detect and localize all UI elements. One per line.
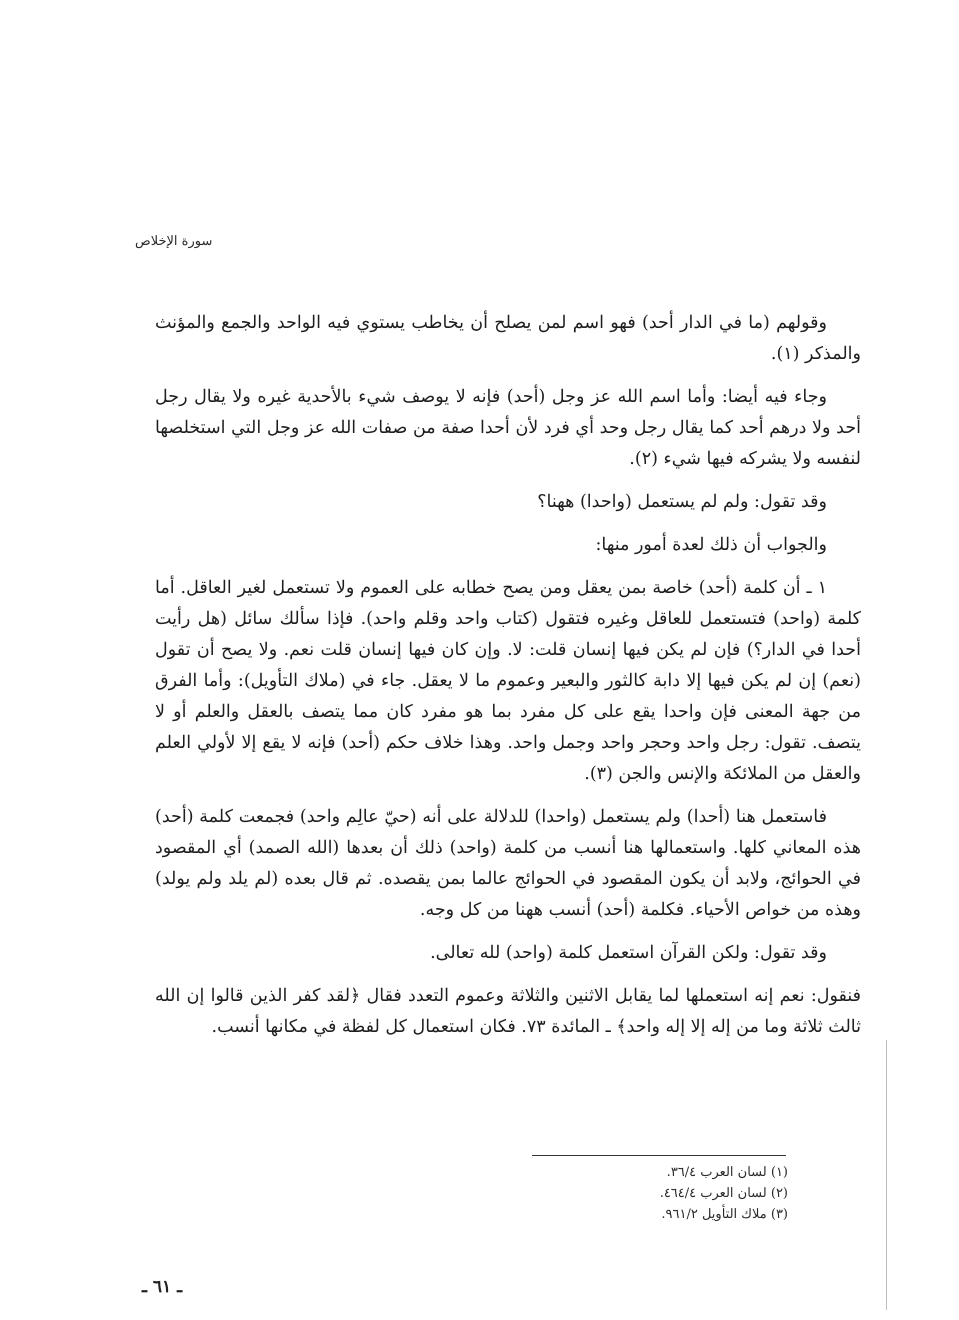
scan-margin-line <box>886 1040 887 1310</box>
footnote-3: (٣) ملاك التأويل ٩٦١/٢. <box>661 1207 788 1222</box>
page-number: ـ ٦١ ـ <box>142 1277 183 1297</box>
footnote-divider <box>532 1155 786 1156</box>
paragraph-1: وقولهم (ما في الدار أحد) فهو اسم لمن يصلح أن يخاطب يستوي فيه الواحد والجمع والمؤنث والمذكر (١). <box>155 313 861 364</box>
body-text <box>155 308 861 1055</box>
paragraph-4: والجواب أن ذلك لعدة أمور منها: <box>595 535 827 555</box>
paragraph-6: فاستعمل هنا (أحدا) ولم يستعمل (واحدا) للدلالة على أنه (حيّ عالِم واحد) فجمعت كلمة (أحد) هذه المعاني كلها. واستعمالها هنا أنسب من كلمة (واحد) ذلك أن بعدها (الله الصمد) أي المقصود في الحوائج، ولابد أن يكون المقصود في الحوائج عالما بمن يقصده. ثم قال بعده (لم يلد ولم يولد) وهذه من خواص الأحياء. فكلمة (أحد) أنسب ههنا من كل وجه. <box>155 807 861 920</box>
paragraph-3: وقد تقول: ولم لم يستعمل (واحدا) ههنا؟ <box>537 492 827 512</box>
paragraph-7: وقد تقول: ولكن القرآن استعمل كلمة (واحد) لله تعالى. <box>430 943 827 963</box>
footnote-2: (٢) لسان العرب ٤٦٤/٤. <box>659 1186 788 1201</box>
paragraph-5: ١ ـ أن كلمة (أحد) خاصة بمن يعقل ومن يصح خطابه على العموم ولا تستعمل لغير العاقل. أما كلمة (واحد) فتستعمل للعاقل وغيره فتقول (كتاب واحد وقلم واحد). فإذا سألك سائل (هل رأيت أحدا في الدار؟) فإن لم يكن فيها إنسان قلت: لا. وإن كان فيها إنسان قلت نعم. ولا يصح أن تقول (نعم) إن لم يكن فيها إلا دابة كالثور والبعير وعموم ما لا يعقل. جاء في (ملاك التأويل): وأما الفرق من جهة المعنى فإن واحدا يقع على كل مفرد بما هو مفرد كان مما يتصف بالعقل والعلم أو لا يتصف. تقول: رجل واحد وحجر واحد وجمل واحد. وهذا خلاف حكم (أحد) فإنه لا يقع إلا لأولي العلم والعقل من الملائكة والإنس والجن (٣). <box>155 578 861 784</box>
running-header: سورة الإخلاص <box>135 234 213 249</box>
paragraph-2: وجاء فيه أيضا: وأما اسم الله عز وجل (أحد) فإنه لا يوصف شيء بالأحدية غيره ولا يقال رجل أحد ولا درهم أحد كما يقال رجل وحد أي فرد لأن أحدا صفة من صفات الله عز وجل التي استخلصها لنفسه ولا يشركه فيها شيء (٢). <box>155 387 861 469</box>
footnote-1: (١) لسان العرب ٣٦/٤. <box>666 1165 788 1180</box>
footnotes <box>560 1162 788 1225</box>
paragraph-8: فنقول: نعم إنه استعملها لما يقابل الاثنين والثلاثة وعموم التعدد فقال ﴿لقد كفر الذين قالوا إن الله ثالث ثلاثة وما من إله إلا إله واحد﴾ ـ المائدة ٧٣. فكان استعمال كل لفظة في مكانها أنسب. <box>155 986 861 1037</box>
